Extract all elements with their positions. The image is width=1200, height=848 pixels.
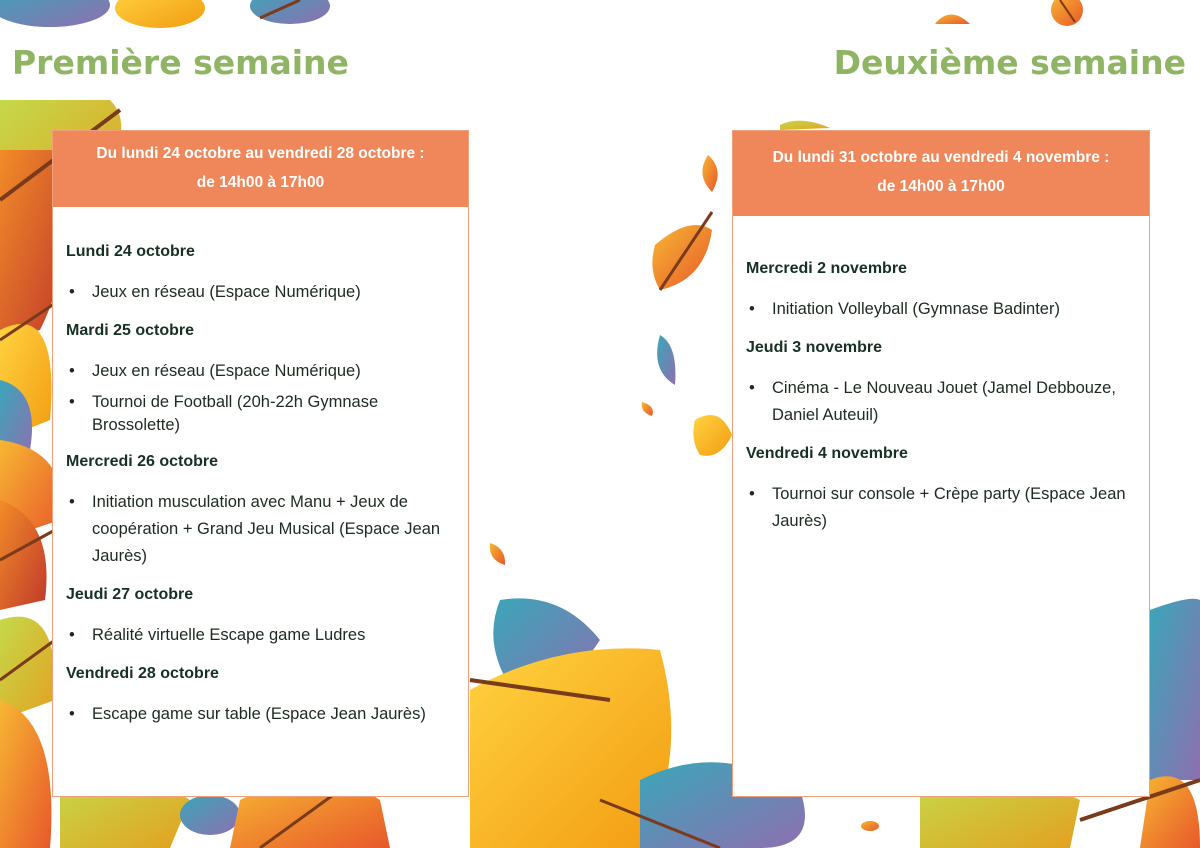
week-1-title: Première semaine xyxy=(12,43,349,82)
day-block xyxy=(66,451,454,570)
day-block xyxy=(746,258,1135,323)
activity-item: • Initiation Volleyball (Gymnase Badinter) xyxy=(746,296,1135,323)
activity-item: • Tournoi de Football (20h-22h Gymnase Brossolette) xyxy=(66,391,454,437)
activity-item: • Réalité virtuelle Escape game Ludres xyxy=(66,622,454,649)
day-title: Mardi 25 octobre xyxy=(66,322,195,339)
week-1-hours: de 14h00 à 17h00 xyxy=(196,174,325,191)
activity-item: • Cinéma - Le Nouveau Jouet (Jamel Debbouze, Daniel Auteuil) xyxy=(746,375,1135,429)
activity-item: • Initiation musculation avec Manu + Jeux de coopération + Grand Jeu Musical (Espace Jean Jaurès) xyxy=(66,489,454,570)
week-1-schedule xyxy=(53,207,468,728)
day-title: Mercredi 26 octobre xyxy=(66,453,219,470)
day-block xyxy=(66,320,454,437)
week-1-date-range: Du lundi 24 octobre au vendredi 28 octobre : xyxy=(96,145,425,162)
day-title: Mercredi 2 novembre xyxy=(746,260,907,277)
day-title: Lundi 24 octobre xyxy=(66,243,195,260)
day-title: Vendredi 4 novembre xyxy=(746,445,908,462)
day-title: Jeudi 3 novembre xyxy=(746,339,883,356)
week-2-schedule xyxy=(733,216,1149,535)
day-title: Vendredi 28 octobre xyxy=(66,665,219,682)
week-2-hours: de 14h00 à 17h00 xyxy=(877,178,1005,195)
leaf-icon xyxy=(935,0,1083,26)
week-2-date-range: Du lundi 31 octobre au vendredi 4 novembre : xyxy=(772,149,1110,166)
day-block xyxy=(66,241,454,306)
day-block xyxy=(746,443,1135,535)
day-block xyxy=(66,663,454,728)
week-2-header xyxy=(733,131,1149,216)
activity-item: • Jeux en réseau (Espace Numérique) xyxy=(66,358,454,385)
activity-item: • Tournoi sur console + Crèpe party (Espace Jean Jaurès) xyxy=(746,481,1135,535)
day-title: Jeudi 27 octobre xyxy=(66,586,194,603)
activity-item: • Jeux en réseau (Espace Numérique) xyxy=(66,279,454,306)
activity-item: • Escape game sur table (Espace Jean Jaurès) xyxy=(66,701,454,728)
week-1-card xyxy=(52,130,469,797)
day-block xyxy=(746,337,1135,429)
leaf-icon xyxy=(0,0,330,28)
day-block xyxy=(66,584,454,649)
week-1-header xyxy=(53,131,468,207)
week-2-card xyxy=(732,130,1150,797)
week-2-title: Deuxième semaine xyxy=(833,43,1186,82)
